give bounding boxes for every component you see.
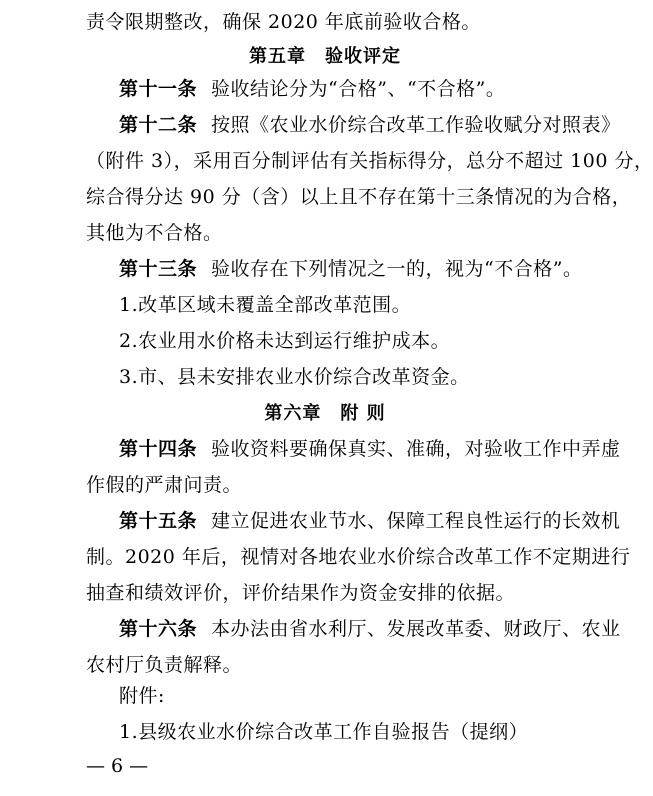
article-14-text-1: 验收资料要确保真实、准确，对验收工作中弄虚: [211, 438, 621, 460]
article-15-text-1: 建立促进农业节水、保障工程良性运行的长效机: [211, 510, 621, 532]
article-13-item-1: 1.改革区域未覆盖全部改革范围。: [119, 294, 412, 316]
chapter-6-heading: 第六章 附 则: [264, 403, 386, 424]
article-15-line-1: [119, 507, 621, 535]
article-14-line-1: [119, 435, 621, 463]
article-14-line-2: 作假的严肃问责。: [86, 474, 243, 496]
attachments-label: 附件:: [119, 685, 165, 707]
article-13-item-2: 2.农业用水价格未达到运行维护成本。: [119, 330, 451, 352]
article-16-label: 第十六条: [119, 618, 198, 640]
page-number: — 6 —: [86, 755, 149, 777]
article-13-label: 第十三条: [119, 258, 198, 280]
article-15-label: 第十五条: [119, 510, 198, 532]
article-16-line-2: 农村厅负责解释。: [86, 654, 243, 676]
article-13-text: 验收存在下列情况之一的，视为“不合格”。: [211, 258, 583, 280]
article-12-line-2: （附件 3），采用百分制评估有关指标得分，总分不超过 100 分，: [86, 150, 653, 172]
article-15-line-2: 制。2020 年后，视情对各地农业水价综合改革工作不定期进行: [86, 546, 631, 568]
article-13-item-3: 3.市、县未安排农业水价综合改革资金。: [119, 366, 470, 388]
article-12-line-3: 综合得分达 90 分（含）以上且不存在第十三条情况的为合格，: [86, 186, 632, 208]
article-12-line-1: [119, 111, 621, 139]
chapter-5-heading: 第五章 验收评定: [249, 46, 401, 67]
article-16-line-1: [119, 615, 621, 643]
continuation-line: 责令限期整改，确保 2020 年底前验收合格。: [86, 11, 481, 33]
article-11: [119, 75, 576, 103]
article-12-text-1: 按照《农业水价综合改革工作验收赋分对照表》: [211, 114, 621, 136]
article-12-label: 第十二条: [119, 114, 198, 136]
article-11-text: 验收结论分为“合格”、“不合格”。: [211, 78, 506, 100]
article-12-line-4: 其他为不合格。: [86, 222, 223, 244]
attachment-item-1: 1.县级农业水价综合改革工作自验报告（提纲）: [119, 721, 529, 743]
article-13: [119, 255, 583, 283]
article-11-label: 第十一条: [119, 78, 198, 100]
article-16-text-1: 本办法由省水利厅、发展改革委、财政厅、农业: [211, 618, 621, 640]
article-14-label: 第十四条: [119, 438, 198, 460]
article-15-line-3: 抽查和绩效评价，评价结果作为资金安排的依据。: [86, 582, 516, 604]
